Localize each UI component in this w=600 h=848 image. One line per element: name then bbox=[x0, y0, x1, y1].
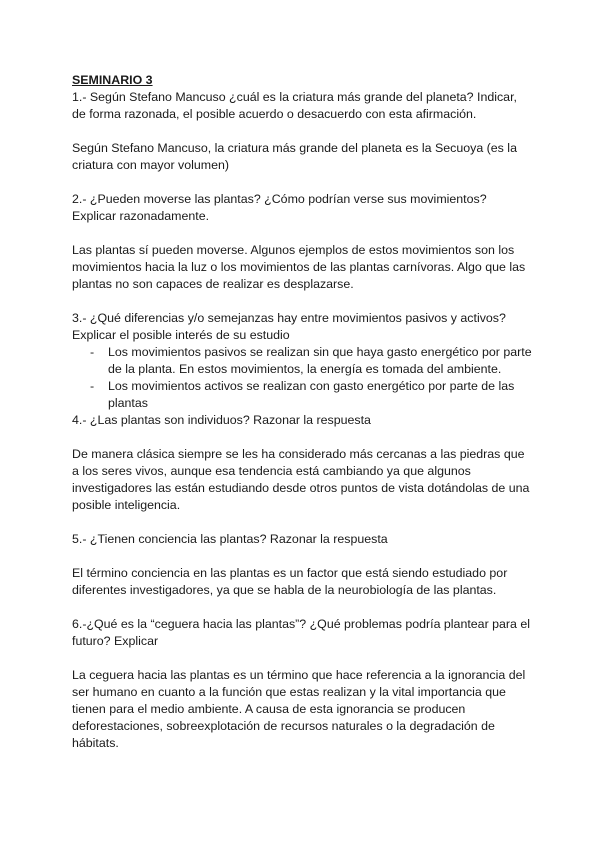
question-1: 1.- Según Stefano Mancuso ¿cuál es la criatura más grande del planeta? Indicar, de forma razonada, el posible acuerdo o desacuerdo con esta afirmación. bbox=[72, 90, 517, 121]
answer-2: Las plantas sí pueden moverse. Algunos ejemplos de estos movimientos son los movimientos hacia la luz o los movimientos de las plantas carnívoras. Algo que las plantas no son capaces de realizar es desplazarse. bbox=[72, 243, 526, 291]
list-item-text: Los movimientos activos se realizan con gasto energético por parte de las plantas bbox=[108, 379, 515, 410]
answer-3-list bbox=[72, 344, 532, 412]
spacer bbox=[72, 548, 532, 565]
answer-1: Según Stefano Mancuso, la criatura más grande del planeta es la Secuoya (es la criatura con mayor volumen) bbox=[72, 141, 517, 172]
answer-6: La ceguera hacia las plantas es un término que hace referencia a la ignorancia del ser humano en cuanto a la función que estas realizan y la vital importancia que tienen para el medio ambiente. A causa de esta ignorancia se producen deforestaciones, sobreexplotación de recursos naturales o la degradación de hábitats. bbox=[72, 668, 526, 750]
spacer bbox=[72, 174, 532, 191]
question-3: 3.- ¿Qué diferencias y/o semejanzas hay entre movimientos pasivos y activos? Explicar el posible interés de su estudio bbox=[72, 311, 506, 342]
spacer bbox=[72, 293, 532, 310]
list-item bbox=[72, 378, 532, 412]
spacer bbox=[72, 123, 532, 140]
question-2: 2.- ¿Pueden moverse las plantas? ¿Cómo podrían verse sus movimientos? Explicar razonadamente. bbox=[72, 192, 487, 223]
list-item-text: Los movimientos pasivos se realizan sin que haya gasto energético por parte de la planta. En estos movimientos, la energía es tomada del ambiente. bbox=[108, 345, 532, 376]
spacer bbox=[72, 599, 532, 616]
question-6: 6.-¿Qué es la “ceguera hacia las plantas”? ¿Qué problemas podría plantear para el futuro? Explicar bbox=[72, 617, 531, 648]
answer-5: El término conciencia en las plantas es un factor que está siendo estudiado por diferentes investigadores, ya que se habla de la neurobiología de las plantas. bbox=[72, 566, 508, 597]
spacer bbox=[72, 225, 532, 242]
question-4: 4.- ¿Las plantas son individuos? Razonar la respuesta bbox=[72, 413, 371, 427]
document-page bbox=[72, 72, 532, 752]
answer-4: De manera clásica siempre se les ha considerado más cercanas a las piedras que a los seres vivos, aunque esa tendencia está cambiando ya que algunos investigadores las están estudiando desde otros puntos de vista dotándolas de una posible inteligencia. bbox=[72, 447, 530, 512]
spacer bbox=[72, 650, 532, 667]
bullet-dash: - bbox=[90, 379, 95, 393]
spacer bbox=[72, 429, 532, 446]
list-item bbox=[72, 344, 532, 378]
bullet-dash: - bbox=[90, 345, 95, 359]
spacer bbox=[72, 514, 532, 531]
document-title: SEMINARIO 3 bbox=[72, 73, 153, 87]
question-5: 5.- ¿Tienen conciencia las plantas? Razonar la respuesta bbox=[72, 532, 388, 546]
